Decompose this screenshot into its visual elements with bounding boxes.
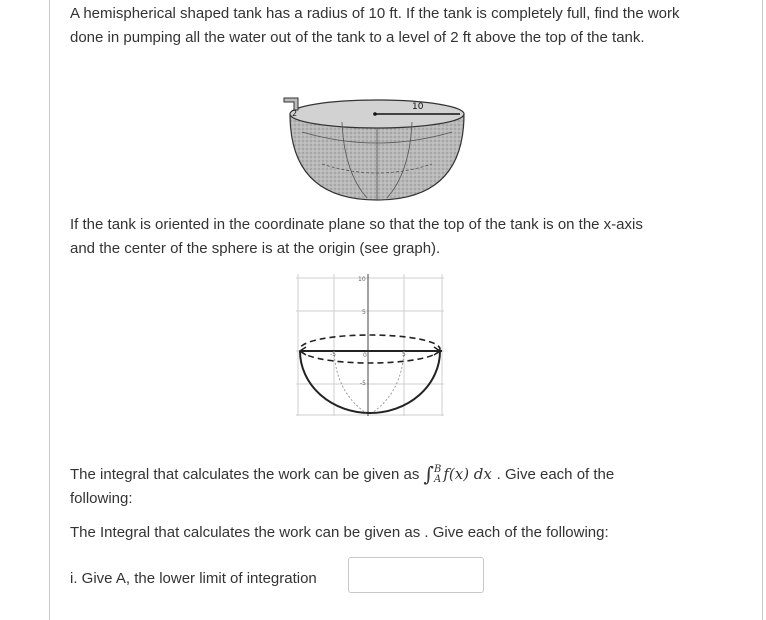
tick-label-0: 0 bbox=[363, 352, 367, 359]
integral-statement bbox=[70, 461, 680, 510]
spout-label: 2 bbox=[292, 109, 298, 118]
coordinate-graph-figure bbox=[294, 272, 446, 418]
hemisphere-curve bbox=[300, 351, 440, 413]
integral-upper-limit: B bbox=[433, 464, 442, 475]
tick-label-x-5: 5 bbox=[402, 351, 406, 358]
radius-label: 10 bbox=[412, 102, 424, 112]
integral-expression: ∫ B A f(x) dx bbox=[423, 462, 492, 486]
integral-integrand: f(x) dx bbox=[443, 465, 492, 483]
problem-statement: A hemispherical shaped tank has a radius of 10 ft. If the tank is completely full, find the work done in pumping all the water out of the tank to a level of 2 ft above the top of the tank. bbox=[70, 5, 680, 46]
question-lower-limit-label: i. Give A, the lower limit of integration bbox=[70, 570, 317, 587]
integral-text-after: . Give each of the following: bbox=[70, 466, 615, 507]
tick-label-5: 5 bbox=[362, 309, 366, 316]
integral-statement-repeat: The Integral that calculates the work can be given as . Give each of the following: bbox=[70, 524, 609, 541]
orientation-statement: If the tank is oriented in the coordinate plane so that the top of the tank is on the x-axis and the center of the sphere is at the origin (see graph). bbox=[70, 216, 643, 257]
top-ellipse bbox=[300, 335, 440, 363]
integral-text-before: The integral that calculates the work can be given as bbox=[70, 466, 420, 483]
hemisphere-tank-figure bbox=[282, 92, 472, 204]
tick-label-10: 10 bbox=[358, 276, 366, 283]
lower-limit-input[interactable] bbox=[348, 557, 484, 593]
tick-label-neg5: -5 bbox=[360, 380, 366, 387]
tick-label-x-neg5: -5 bbox=[330, 351, 336, 358]
integral-lower-limit: A bbox=[433, 474, 442, 485]
